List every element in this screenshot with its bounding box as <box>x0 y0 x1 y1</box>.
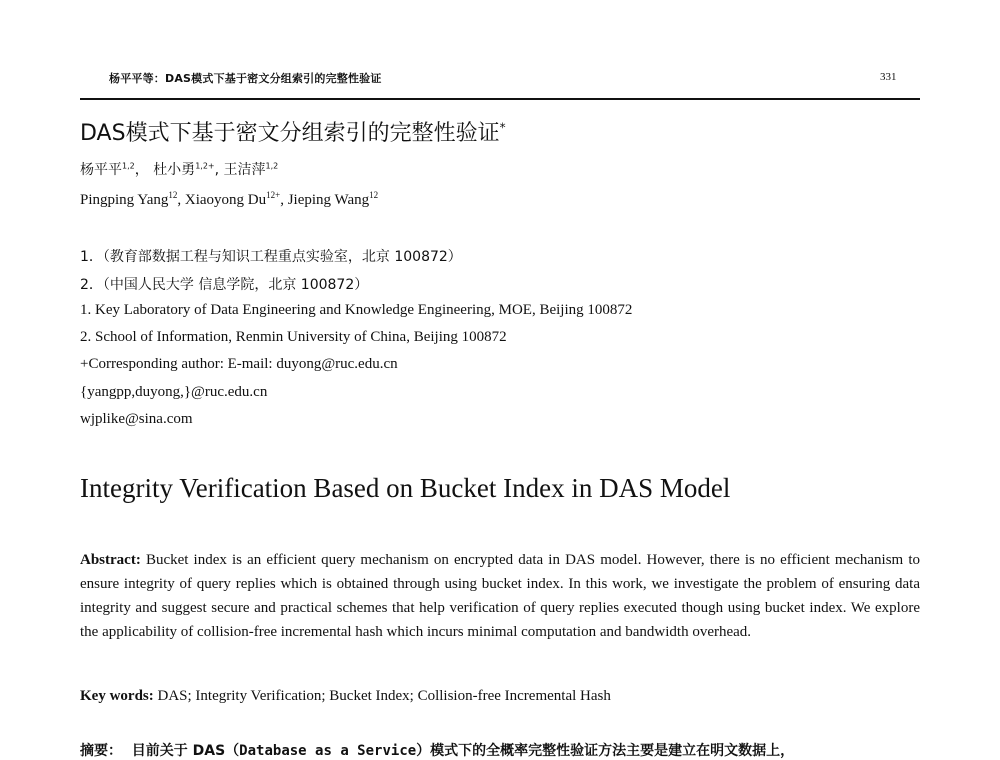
author-email-alt: wjplike@sina.com <box>80 411 193 427</box>
affiliation-cn-1: 1．（教育部数据工程与知识工程重点实验室，北京 100872） <box>80 249 462 265</box>
page-number: 331 <box>880 71 897 83</box>
author-cn-name: 王洁萍 <box>223 162 266 178</box>
author-en-sup: 12+ <box>266 190 281 200</box>
affiliation-en-2: 2. School of Information, Renmin University of China, Beijing 100872 <box>80 329 507 345</box>
keywords-label: Key words: <box>80 688 154 704</box>
author-cn-sep: ， <box>134 162 154 178</box>
authors-en <box>80 190 378 209</box>
author-en-name: Pingping Yang <box>80 192 169 208</box>
title-footnote-mark: * <box>499 120 506 135</box>
author-cn-sup: 1,2 <box>265 161 279 171</box>
keywords-text: DAS; Integrity Verification; Bucket Index; Collision-free Incremental Hash <box>157 688 611 704</box>
authors-cn <box>80 159 278 179</box>
author-en-name: Xiaoyong Du <box>184 192 267 208</box>
author-emails: {yangpp,duyong,}@ruc.edu.cn <box>80 384 268 400</box>
author-en-sup: 12 <box>168 190 178 200</box>
abstract-cn-mono: Database as a Service <box>239 743 417 759</box>
paper-title-cn <box>80 116 506 147</box>
author-en-name: Jieping Wang <box>287 192 370 208</box>
header-rule <box>80 98 920 100</box>
paper-title-en: Integrity Verification Based on Bucket Index in DAS Model <box>80 473 731 503</box>
corresponding-author: +Corresponding author: E-mail: duyong@ruc.edu.cn <box>80 356 398 372</box>
author-cn-name: 杨平平 <box>80 162 122 178</box>
abstract-cn-line <box>80 740 794 760</box>
author-cn-sup: 1,2 <box>122 161 135 171</box>
affiliation-cn-2: 2．（中国人民大学 信息学院，北京 100872） <box>80 277 369 293</box>
author-en-sup: 12 <box>369 190 379 200</box>
author-en-sep: , <box>280 192 288 208</box>
abstract-cn-label: 摘要： <box>80 743 122 759</box>
affiliation-en-1: 1. Key Laboratory of Data Engineering and Knowledge Engineering, MOE, Beijing 100872 <box>80 302 633 318</box>
author-cn-sep: , <box>214 162 224 178</box>
abstract-label: Abstract: <box>80 552 141 568</box>
author-en-sep: , <box>177 192 185 208</box>
author-cn-name: 杜小勇 <box>153 162 196 178</box>
running-title: 杨平平等：DAS模式下基于密文分组索引的完整性验证 <box>109 72 382 85</box>
abstract-cn-pre: 目前关于 DAS（ <box>131 743 240 759</box>
keywords-line <box>80 688 611 705</box>
abstract-cn-post: ）模式下的全概率完整性验证方法主要是建立在明文数据上， <box>416 743 795 759</box>
paper-title-cn-text: DAS模式下基于密文分组索引的完整性验证 <box>80 121 500 146</box>
abstract-text: Bucket index is an efficient query mechanism on encrypted data in DAS model. However, there is no efficient mechanism to ensure integrity of query replies which is obtained through using bucket index. In this work, we investigate the problem of ensuring data integrity and suggest secure and practical schemes that help verification of query replies executed though using bucket index. We explore the applicability of collision-free incremental hash which incurs minimal computation and bandwidth overhead. <box>80 552 921 640</box>
abstract-paragraph <box>80 548 920 644</box>
author-cn-sup: 1,2+ <box>195 161 215 171</box>
